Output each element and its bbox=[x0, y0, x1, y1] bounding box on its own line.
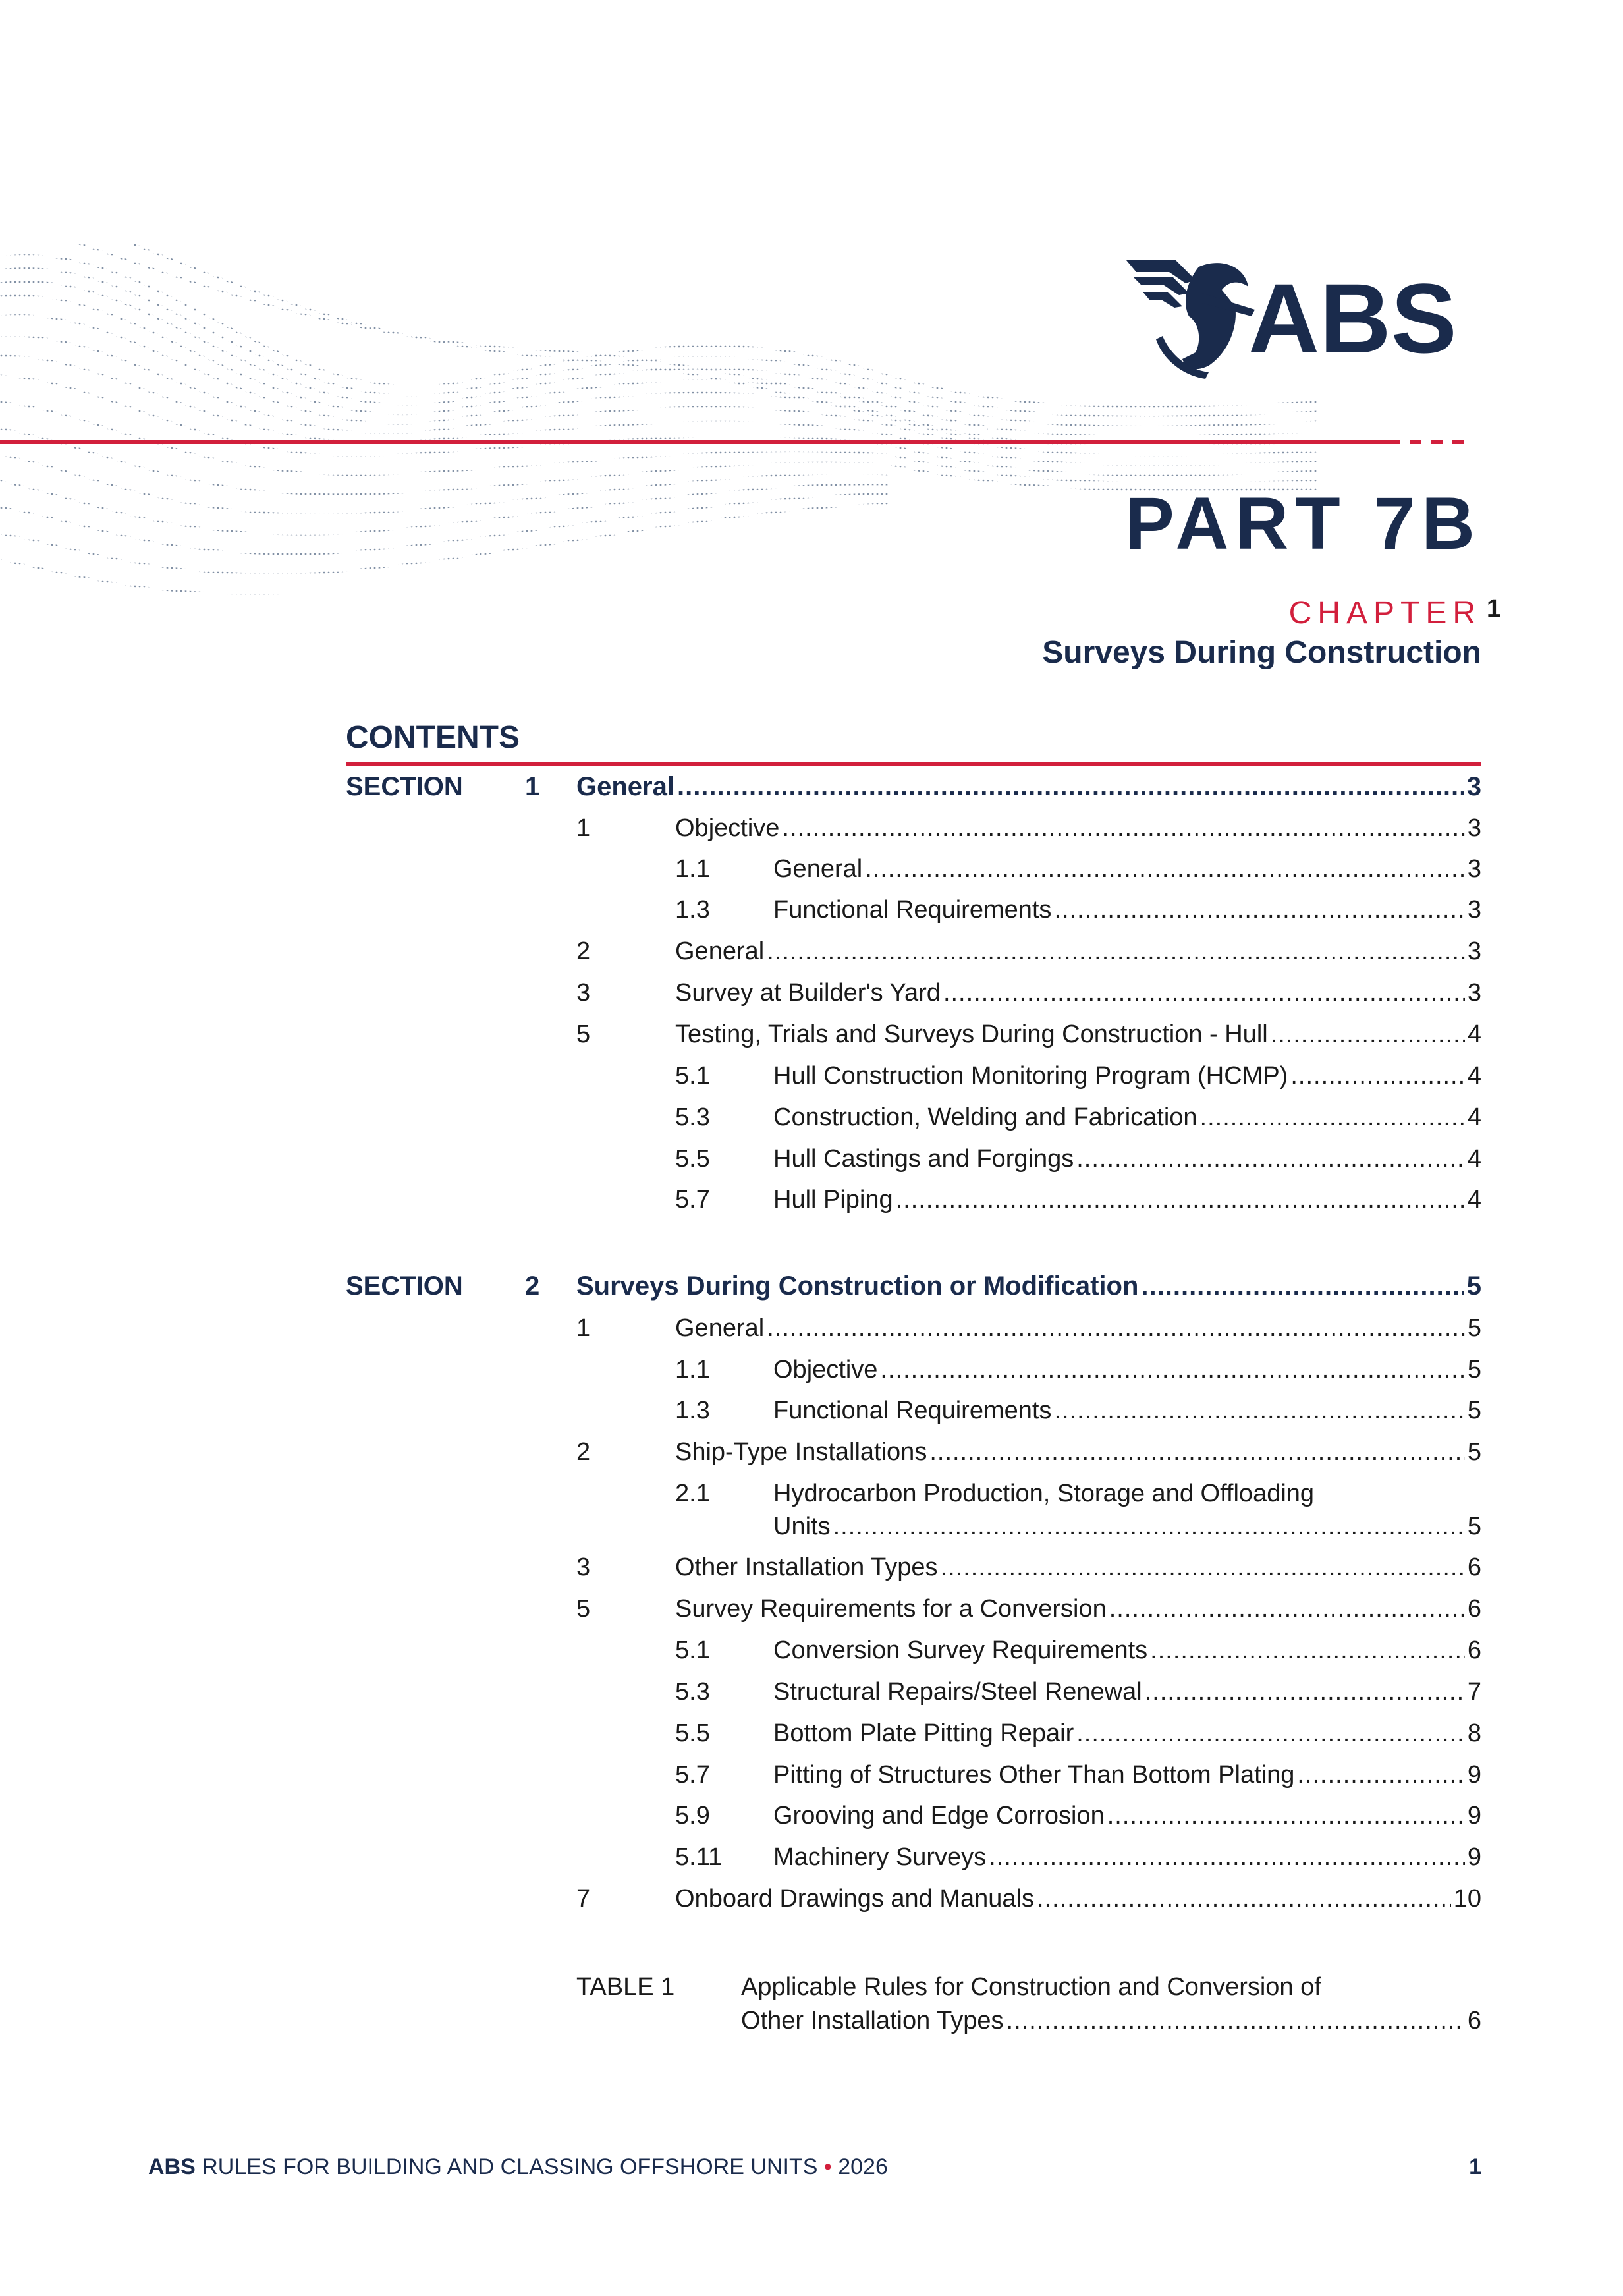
toc-entry-number: 5 bbox=[576, 1595, 591, 1623]
toc-entry-link[interactable] bbox=[773, 1761, 1481, 1789]
toc-entry-title: Other Installation Types bbox=[741, 2007, 1004, 2034]
toc-entry-title: Conversion Survey Requirements bbox=[773, 1637, 1148, 1664]
toc-entry-title: Bottom Plate Pitting Repair bbox=[773, 1720, 1074, 1747]
toc-entry-number: 7 bbox=[576, 1885, 591, 1913]
toc-entry-title: General bbox=[675, 1314, 765, 1342]
toc-entry-number: 5.5 bbox=[675, 1720, 710, 1747]
contents-red-rule bbox=[346, 762, 1481, 766]
toc-entry-title: General bbox=[675, 938, 765, 965]
toc-entry-title: Objective bbox=[675, 814, 780, 842]
toc-entry-link[interactable] bbox=[773, 1513, 1481, 1541]
toc-entry-title: Hull Construction Monitoring Program (HCMP) bbox=[773, 1062, 1288, 1090]
toc-entry-link[interactable] bbox=[773, 1356, 1481, 1384]
toc-entry-title: Testing, Trials and Surveys During Construction - Hull bbox=[675, 1021, 1268, 1048]
toc-entry-page: 5 bbox=[1467, 1438, 1481, 1466]
toc-entry-number: 1 bbox=[576, 1314, 591, 1342]
toc-entry-page: 5 bbox=[1467, 1314, 1481, 1342]
toc-entry-number: 5.3 bbox=[675, 1104, 710, 1131]
footer-brand: ABS bbox=[148, 2154, 196, 2179]
toc-entry-link[interactable] bbox=[773, 1802, 1481, 1830]
toc-entry-title: Structural Repairs/Steel Renewal bbox=[773, 1678, 1142, 1706]
contents-heading: CONTENTS bbox=[346, 720, 520, 755]
header-red-rule bbox=[0, 440, 1400, 444]
toc-entry-title: Onboard Drawings and Manuals bbox=[675, 1885, 1034, 1913]
toc-entry-number: 5.7 bbox=[675, 1186, 710, 1214]
toc-entry-title: Construction, Welding and Fabrication bbox=[773, 1104, 1197, 1131]
toc-entry-number: 1.3 bbox=[675, 896, 710, 924]
chapter-title: Surveys During Construction bbox=[1042, 635, 1481, 670]
toc-entry-number: 3 bbox=[576, 979, 591, 1007]
toc-entry-page: 5 bbox=[1467, 1513, 1481, 1540]
toc-entry-title: Functional Requirements bbox=[773, 1397, 1052, 1424]
toc-entry-link[interactable] bbox=[773, 1145, 1481, 1173]
toc-entry-link[interactable] bbox=[675, 979, 1481, 1007]
footer-bullet: • bbox=[823, 2154, 832, 2179]
toc-entry-title: Hull Castings and Forgings bbox=[773, 1145, 1074, 1173]
toc-entry-number: 2 bbox=[576, 1438, 591, 1466]
toc-entry-page: 3 bbox=[1467, 938, 1481, 965]
toc-entry-link[interactable] bbox=[773, 1843, 1481, 1872]
toc-entry-title: Pitting of Structures Other Than Bottom Plating bbox=[773, 1761, 1295, 1789]
toc-entry-page: 4 bbox=[1467, 1104, 1481, 1131]
toc-entry-number: 1.1 bbox=[675, 1356, 710, 1384]
section-2-number: 2 bbox=[525, 1272, 540, 1301]
toc-entry-title: General bbox=[773, 855, 863, 883]
toc-entry-title: Machinery Surveys bbox=[773, 1843, 987, 1871]
toc-entry-number: 5.1 bbox=[675, 1062, 710, 1090]
toc-entry-title: Survey at Builder's Yard bbox=[675, 979, 941, 1007]
toc-entry-number: 5.3 bbox=[675, 1678, 710, 1706]
toc-entry-title: Other Installation Types bbox=[675, 1554, 938, 1581]
toc-entry-title: Objective bbox=[773, 1356, 878, 1384]
toc-entry-link[interactable] bbox=[773, 1062, 1481, 1090]
toc-entry-link[interactable] bbox=[675, 1438, 1481, 1467]
toc-entry-link[interactable] bbox=[773, 1186, 1481, 1214]
chapter-label bbox=[1288, 595, 1501, 631]
toc-entry-link[interactable] bbox=[773, 1104, 1481, 1132]
toc-entry-link[interactable] bbox=[675, 1554, 1481, 1582]
toc-entry-link[interactable] bbox=[773, 1637, 1481, 1665]
toc-entry-link[interactable] bbox=[675, 1595, 1481, 1623]
toc-entry-number: 5 bbox=[576, 1021, 591, 1048]
toc-entry-title: Grooving and Edge Corrosion bbox=[773, 1802, 1105, 1830]
toc-entry-number: 5.1 bbox=[675, 1637, 710, 1664]
toc-table-title-line1: Applicable Rules for Construction and Conversion of bbox=[741, 1973, 1321, 2001]
toc-entry-page: 9 bbox=[1467, 1761, 1481, 1789]
toc-entry-title: Hull Piping bbox=[773, 1186, 893, 1214]
toc-entry-page: 6 bbox=[1467, 2007, 1481, 2034]
footer-text: RULES FOR BUILDING AND CLASSING OFFSHORE UNITS bbox=[202, 2154, 818, 2179]
toc-entry-page: 6 bbox=[1467, 1554, 1481, 1581]
toc-section-2-link[interactable] bbox=[576, 1272, 1481, 1301]
toc-entry-page: 4 bbox=[1467, 1021, 1481, 1048]
toc-entry-page: 10 bbox=[1453, 1885, 1481, 1913]
page-number: 1 bbox=[1469, 2154, 1481, 2179]
toc-entry-number: 1.3 bbox=[675, 1397, 710, 1424]
toc-entry-title: Survey Requirements for a Conversion bbox=[675, 1595, 1107, 1623]
toc-entry-page: 4 bbox=[1467, 1145, 1481, 1173]
page-footer bbox=[148, 2154, 888, 2180]
toc-entry-title: Functional Requirements bbox=[773, 896, 1052, 924]
toc-entry-page: 3 bbox=[1467, 896, 1481, 924]
toc-entry-page: 3 bbox=[1467, 855, 1481, 883]
toc-entry-page: 3 bbox=[1467, 979, 1481, 1007]
toc-entry-page: 5 bbox=[1467, 1397, 1481, 1424]
toc-entry-link[interactable] bbox=[773, 855, 1481, 883]
toc-entry-number: 5.9 bbox=[675, 1802, 710, 1830]
toc-entry-title: Units bbox=[773, 1513, 831, 1540]
toc-entry-link[interactable] bbox=[773, 1397, 1481, 1425]
toc-entry-link[interactable] bbox=[675, 1314, 1481, 1343]
toc-entry-link[interactable] bbox=[773, 1720, 1481, 1748]
toc-table-label: TABLE 1 bbox=[576, 1973, 675, 2001]
abs-eagle-logo bbox=[1123, 254, 1479, 385]
toc-entry-title: Surveys During Construction or Modification bbox=[576, 1272, 1139, 1301]
toc-entry-page: 5 bbox=[1467, 1356, 1481, 1384]
toc-entry-page: 3 bbox=[1467, 814, 1481, 842]
toc-entry-page: 6 bbox=[1467, 1595, 1481, 1623]
toc-entry-number: 2.1 bbox=[675, 1480, 710, 1507]
toc-entry-number: 5.7 bbox=[675, 1761, 710, 1789]
toc-entry-number: 3 bbox=[576, 1554, 591, 1581]
toc-entry-number: 1.1 bbox=[675, 855, 710, 883]
toc-entry-link[interactable] bbox=[675, 1885, 1481, 1913]
chapter-number: 1 bbox=[1487, 595, 1501, 623]
section-1-label: SECTION bbox=[346, 772, 463, 801]
chapter-word: CHAPTER bbox=[1288, 596, 1481, 630]
toc-entry-number: 5.11 bbox=[675, 1843, 723, 1871]
toc-entry-page: 4 bbox=[1467, 1186, 1481, 1214]
toc-entry-title: Ship-Type Installations bbox=[675, 1438, 927, 1466]
section-1-number: 1 bbox=[525, 772, 540, 801]
toc-entry-page: 5 bbox=[1466, 1272, 1481, 1301]
toc-entry-number: 5.5 bbox=[675, 1145, 710, 1173]
toc-entry-number: 1 bbox=[576, 814, 591, 842]
toc-entry-page: 8 bbox=[1467, 1720, 1481, 1747]
section-2-label: SECTION bbox=[346, 1272, 463, 1301]
header-red-dashes bbox=[1410, 440, 1482, 444]
toc-entry-number: 2 bbox=[576, 938, 591, 965]
toc-entry-title-line1: Hydrocarbon Production, Storage and Offloading bbox=[773, 1480, 1315, 1507]
toc-entry-page: 7 bbox=[1467, 1678, 1481, 1706]
toc-entry-page: 3 bbox=[1466, 772, 1481, 801]
toc-entry-link[interactable] bbox=[675, 1021, 1481, 1049]
toc-table-link[interactable] bbox=[741, 2007, 1481, 2035]
footer-year: 2026 bbox=[838, 2154, 888, 2179]
toc-entry-page: 9 bbox=[1467, 1843, 1481, 1871]
logo-text: ABS bbox=[1248, 263, 1457, 374]
toc-entry-link[interactable] bbox=[675, 814, 1481, 843]
toc-entry-page: 4 bbox=[1467, 1062, 1481, 1090]
toc-entry-link[interactable] bbox=[773, 1678, 1481, 1706]
toc-entry-title: General bbox=[576, 772, 674, 801]
toc-section-1-link[interactable] bbox=[576, 772, 1481, 802]
toc-entry-link[interactable] bbox=[675, 938, 1481, 966]
part-title: PART 7B bbox=[1125, 482, 1481, 565]
toc-entry-link[interactable] bbox=[773, 896, 1481, 924]
toc-entry-page: 9 bbox=[1467, 1802, 1481, 1830]
toc-entry-page: 6 bbox=[1467, 1637, 1481, 1664]
